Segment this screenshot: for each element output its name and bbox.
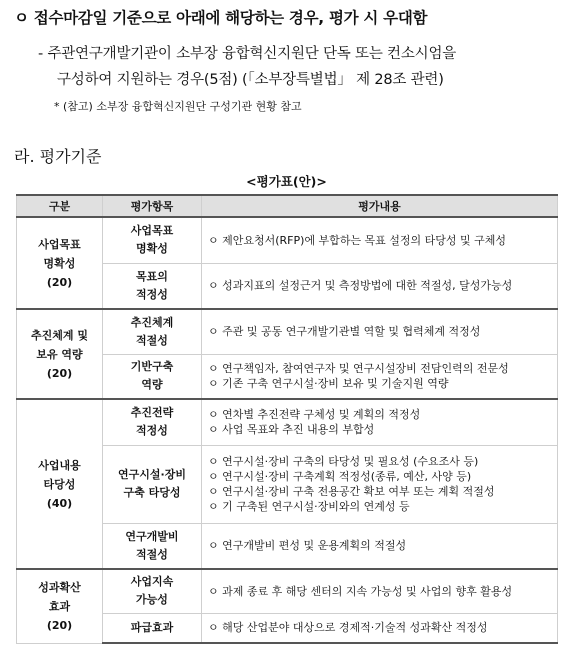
item-cell: 연구시설·장비 구축 타당성 — [103, 445, 202, 523]
item-cell: 연구개발비 적절성 — [103, 523, 202, 569]
category-cell: 성과확산 효과 (20) — [17, 569, 103, 643]
item-cell: 기반구축 역량 — [103, 354, 202, 399]
reference-note: * (참고) 소부장 융합혁신지원단 구성기관 현황 참고 — [54, 100, 302, 113]
item-cell: 목표의 적정성 — [103, 263, 202, 309]
content-cell: ㅇ 연차별 추진전략 구체성 및 계획의 적정성 ㅇ 사업 목표와 추진 내용의 부합성 — [202, 399, 558, 445]
header-content: 평가내용 — [202, 195, 558, 217]
item-cell: 파급효과 — [103, 613, 202, 643]
category-cell: 사업목표 명확성 (20) — [17, 217, 103, 309]
table-header-row — [17, 195, 558, 217]
content-cell: ㅇ 제안요청서(RFP)에 부합하는 목표 설정의 타당성 및 구체성 — [202, 217, 558, 263]
header-category: 구분 — [17, 195, 103, 217]
evaluation-table — [16, 194, 558, 644]
category-cell: 사업내용 타당성 (40) — [17, 399, 103, 569]
item-cell: 사업목표 명확성 — [103, 217, 202, 263]
content-cell: ㅇ 연구책임자, 참여연구자 및 연구시설장비 전담인력의 전문성 ㅇ 기존 구축 연구시설·장비 보유 및 기술지원 역량 — [202, 354, 558, 399]
table-row — [17, 309, 558, 354]
content-cell: ㅇ 과제 종료 후 해당 센터의 지속 가능성 및 사업의 향후 활용성 — [202, 569, 558, 613]
section-title: 라. 평가기준 — [14, 147, 102, 166]
content-cell: ㅇ 연구시설·장비 구축의 타당성 및 필요성 (수요조사 등) ㅇ 연구시설·장비 구축계획 적정성(종류, 예산, 사양 등) ㅇ 연구시설·장비 구축 전용공간 확보 여부 또는 계획 적절성 ㅇ 기 구축된 연구시설·장비와의 연계성 등 — [202, 445, 558, 523]
table-row — [17, 217, 558, 263]
item-cell: 사업지속 가능성 — [103, 569, 202, 613]
table-row — [17, 399, 558, 445]
content-cell: ㅇ 연구개발비 편성 및 운용계획의 적절성 — [202, 523, 558, 569]
table-row — [17, 569, 558, 613]
header-item: 평가항목 — [103, 195, 202, 217]
category-cell: 추진체계 및 보유 역량 (20) — [17, 309, 103, 399]
preference-detail-line1: - 주관연구개발기관이 소부장 융합혁신지원단 단독 또는 컨소시엄을 — [38, 46, 457, 62]
item-cell: 추진체계 적절성 — [103, 309, 202, 354]
item-cell: 추진전략 적정성 — [103, 399, 202, 445]
content-cell: ㅇ 주관 및 공동 연구개발기관별 역할 및 협력체계 적정성 — [202, 309, 558, 354]
content-cell: ㅇ 해당 산업분야 대상으로 경제적·기술적 성과확산 적정성 — [202, 613, 558, 643]
table-caption: <평가표(안)> — [246, 174, 327, 189]
preference-detail-line2: 구성하여 지원하는 경우(5점) (「소부장특별법」 제 28조 관련) — [57, 72, 444, 88]
preference-bullet: ㅇ 접수마감일 기준으로 아래에 해당하는 경우, 평가 시 우대함 — [14, 9, 428, 27]
content-cell: ㅇ 성과지표의 설정근거 및 측정방법에 대한 적절성, 달성가능성 — [202, 263, 558, 309]
